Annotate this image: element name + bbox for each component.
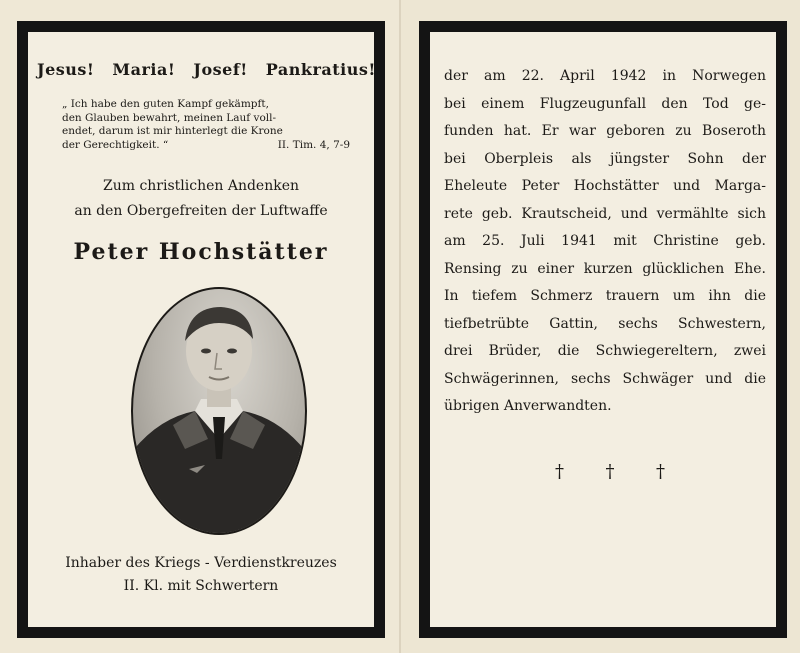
quote-reference: II. Tim. 4, 7-9 [277,138,350,151]
quote-line: den Glauben bewahrt, meinen Lauf voll- [62,111,277,124]
left-card [0,0,399,653]
invocation-word: Maria! [112,60,176,79]
deceased-name: Peter Hochstätter [73,239,329,265]
biography-line: drei Brüder, die Schwiegereltern, zwei [444,343,766,359]
invocation-line [28,60,374,79]
cross-icon: † [605,461,615,482]
biography-line: Rensing zu einer kurzen glücklichen Ehe. [444,260,766,277]
invocation-word: Pankratius! [265,60,376,79]
biography-line: der am 22. April 1942 in Norwegen [444,68,766,84]
biography-line: bei Oberpleis als jüngster Sohn der [444,150,766,167]
invocation-word: Josef! [193,60,248,79]
biography-line: tiefbetrübte Gattin, sechs Schwestern, [444,315,766,332]
cross-icon: † [656,461,665,482]
memorial-line-1: Zum christlichen Andenken [102,178,300,194]
award-line-2: II. Kl. mit Schwertern [123,578,279,594]
invocation-word: Jesus! [37,60,95,79]
quote-line: „ Ich habe den guten Kampf gekämpft, [62,98,269,110]
biography-line: In tiefem Schmerz trauern um ihn die [444,288,766,304]
portrait-photo [131,287,307,535]
biography-line: am 25. Juli 1941 mit Christine geb. [444,233,766,249]
biography-line: Eheleute Peter Hochstätter und Marga- [444,178,766,194]
biography-line: Schwägerinnen, sechs Schwäger und die [444,370,766,387]
crosses-row [555,461,665,482]
scripture-quote [62,98,352,152]
left-mourning-border [17,21,385,638]
right-mourning-border [419,21,787,638]
biography-line: rete geb. Krautscheid, und vermählte sich [444,205,766,222]
biography-line: bei einem Flugzeugunfall den Tod ge- [444,95,766,112]
quote-line: der Gerechtigkeit. “ [62,138,169,151]
biography-line: funden hat. Er war geboren zu Boseroth [444,123,766,139]
cross-icon: † [555,461,564,482]
soldier-portrait-image [133,289,305,533]
biography-text [444,63,766,421]
memorial-line-2: an den Obergefreiten der Luftwaffe [74,203,328,219]
biography-line: übrigen Anverwandten. [444,398,612,414]
quote-line: endet, darum ist mir hinterlegt die Krone [62,125,283,137]
award-line-1: Inhaber des Kriegs - Verdienstkreuzes [65,555,337,571]
right-card [401,0,800,653]
